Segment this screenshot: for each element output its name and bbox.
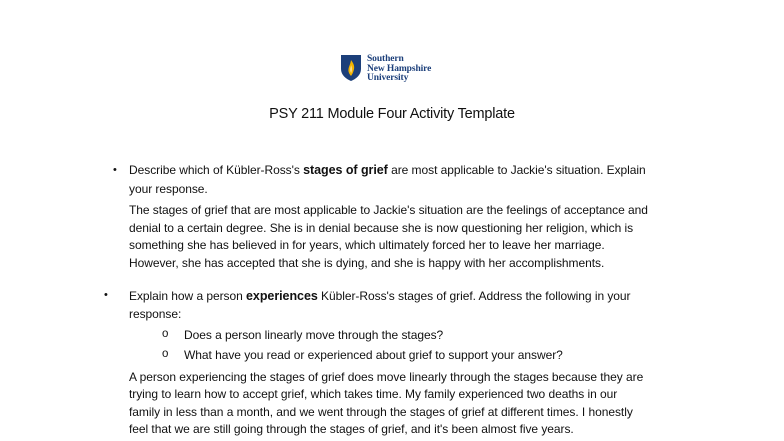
bullet-marker: • (113, 164, 117, 176)
question-1-prefix: Describe which of Kübler-Ross's (129, 163, 304, 177)
shield-icon (340, 54, 362, 82)
page-title: PSY 211 Module Four Activity Template (269, 106, 515, 122)
answer-1-line-1: The stages of grief that are most applicable to Jackie's situation are the feelings of acceptance and (129, 203, 648, 217)
bullet-marker: • (104, 289, 108, 301)
question-1-emphasis: stages of grief (303, 163, 388, 177)
answer-2-line-2: trying to learn how to accept grief, which takes time. My family experienced two deaths in our (129, 387, 618, 401)
logo-line-1: Southern (367, 54, 404, 64)
question-2-emphasis: experiences (246, 289, 318, 303)
question-2-suffix: Kübler-Ross's stages of grief. Address the following in your (317, 289, 631, 303)
sub-bullet-marker: o (162, 328, 169, 340)
logo-line-2: New Hampshire (367, 63, 432, 74)
question-2-sub-1: Does a person linearly move through the stages? (184, 328, 444, 342)
question-2-line-2: response: (129, 307, 182, 321)
logo-line-3: University (367, 73, 409, 84)
answer-1-line-3: something she has believed in for years, which ultimately forced her to leave her marriage. (129, 238, 605, 252)
answer-2-line-4: feel that we are still going through the stages of grief, and it's been almost five years. (129, 422, 574, 436)
answer-2-line-3: family in less than a month, and we went through the stages of grief at different times. I honestly (129, 405, 633, 419)
question-1-suffix: are most applicable to Jackie's situation. Explain (387, 163, 646, 177)
logo-wordmark (367, 55, 431, 84)
question-2-prefix: Explain how a person (129, 289, 247, 303)
question-2-sub-2: What have you read or experienced about grief to support your answer? (184, 348, 563, 362)
sub-bullet-marker: o (162, 348, 169, 360)
university-logo (340, 54, 431, 84)
question-1-line-2: your response. (129, 182, 208, 196)
question-2-line-1 (129, 289, 631, 303)
answer-2-line-1: A person experiencing the stages of grief does move linearly through the stages because they are (129, 370, 644, 384)
answer-1-line-2: denial to a certain degree. She is in denial because she is now questioning her religion, which is (129, 221, 634, 235)
answer-1-line-4: However, she has accepted that she is dying, and she is happy with her accomplishments. (129, 256, 605, 270)
question-1-line-1 (129, 163, 646, 177)
